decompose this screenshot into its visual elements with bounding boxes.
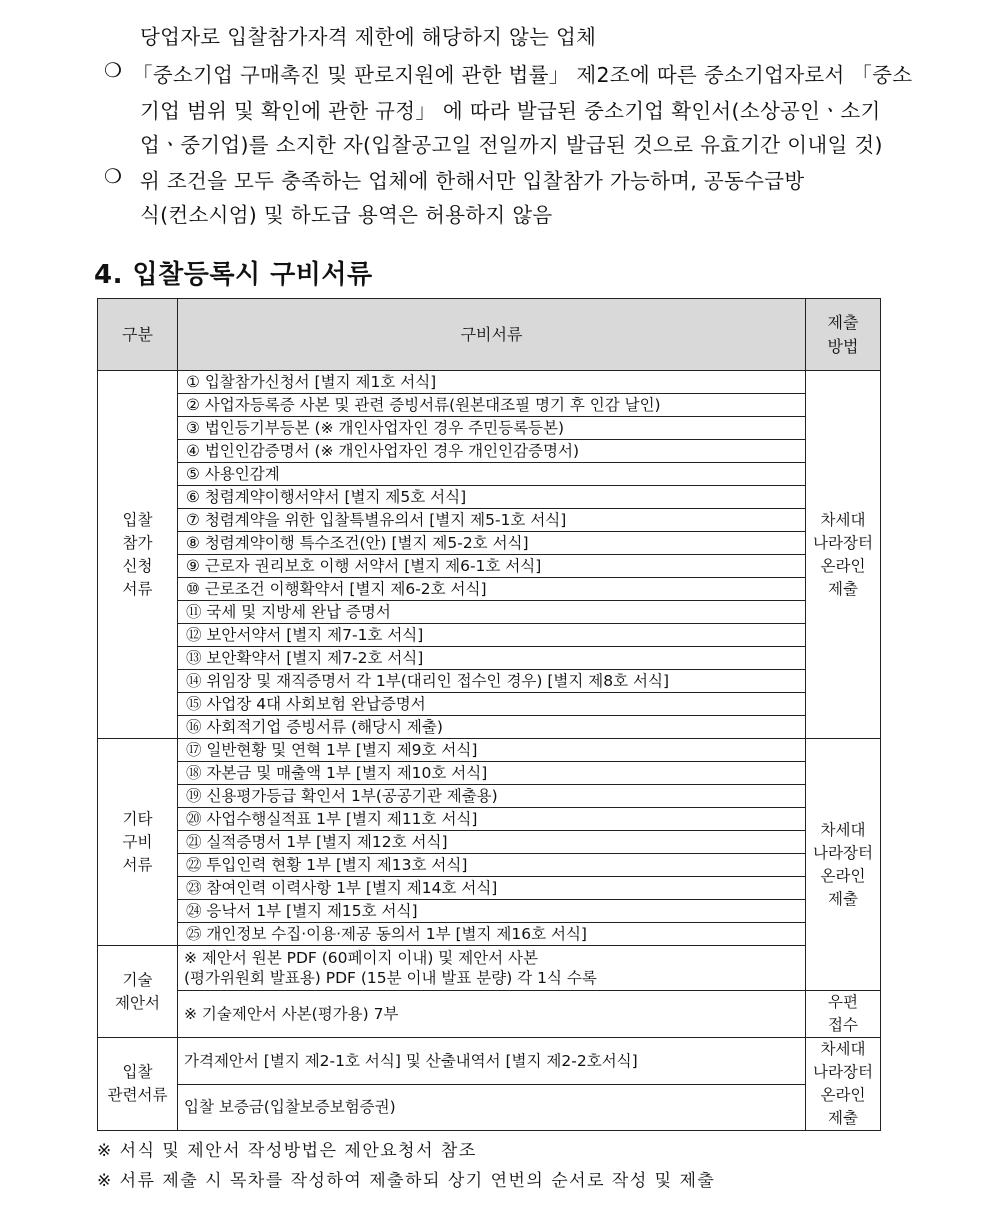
table-row (98, 831, 881, 854)
bullet-icon: ❍ (104, 58, 122, 82)
bullet1-line2: 기업 범위 및 확인에 관한 규정」 에 따라 발급된 중소기업 확인서(소상공인ㆍ소기 (140, 99, 881, 123)
bullet1-line1: 「중소기업 구매촉진 및 판로지원에 관한 법률」 제2조에 따른 중소기업자로서 「중소 (132, 63, 913, 87)
table-row (98, 739, 881, 762)
header-method: 제출 방법 (806, 299, 881, 371)
table-row (98, 463, 881, 486)
document-item: ㉑ 실적증명서 1부 [별지 제12호 서식] (178, 831, 806, 854)
document-item: ⑲ 신용평가등급 확인서 1부(공공기관 제출용) (178, 785, 806, 808)
table-row (98, 1038, 881, 1085)
table-row (98, 647, 881, 670)
document-item: ⑧ 청렴계약이행 특수조건(안) [별지 제5-2호 서식] (178, 532, 806, 555)
document-item: ① 입찰참가신청서 [별지 제1호 서식] (178, 371, 806, 394)
bullet2-line1: 위 조건을 모두 충족하는 업체에 한해서만 입찰참가 가능하며, 공동수급방 (140, 169, 805, 193)
document-item: ③ 법인등기부등본 (※ 개인사업자인 경우 주민등록등본) (178, 417, 806, 440)
document-item: ⑬ 보안확약서 [별지 제7-2호 서식] (178, 647, 806, 670)
document-item: 가격제안서 [별지 제2-1호 서식] 및 산출내역서 [별지 제2-2호서식] (178, 1038, 806, 1085)
table-row (98, 808, 881, 831)
method-cell: 차세대 나라장터 온라인 제출 (806, 371, 881, 739)
bullet2-line2: 식(컨소시엄) 및 하도급 용역은 허용하지 않음 (140, 203, 553, 227)
table-row (98, 785, 881, 808)
bullet-icon: ❍ (104, 164, 122, 188)
category-cell: 기타 구비 서류 (98, 739, 178, 946)
documents-table (97, 298, 881, 1131)
table-row (98, 1084, 881, 1131)
table-row (98, 923, 881, 946)
table-row (98, 693, 881, 716)
table-row (98, 509, 881, 532)
document-item: ⑳ 사업수행실적표 1부 [별지 제11호 서식] (178, 808, 806, 831)
table-row (98, 762, 881, 785)
table-row (98, 555, 881, 578)
table-row (98, 417, 881, 440)
method-cell: 우편 접수 (806, 991, 881, 1038)
table-row (98, 991, 881, 1038)
document-item: ※ 제안서 원본 PDF (60페이지 이내) 및 제안서 사본 (평가위원회 발표용) PDF (15분 이내 발표 분량) 각 1식 수록 (178, 946, 806, 991)
footnote: ※ 서식 및 제안서 작성방법은 제안요청서 참조 (97, 1141, 477, 1161)
bullet1-line3: 업ㆍ중기업)를 소지한 자(입찰공고일 전일까지 발급된 것으로 유효기간 이내일 것) (140, 133, 883, 157)
header-category: 구분 (98, 299, 178, 371)
table-row (98, 670, 881, 693)
document-item: ※ 기술제안서 사본(평가용) 7부 (178, 991, 806, 1038)
table-row (98, 486, 881, 509)
document-item: 입찰 보증금(입찰보증보험증권) (178, 1084, 806, 1131)
document-item: ㉕ 개인정보 수집·이용·제공 동의서 1부 [별지 제16호 서식] (178, 923, 806, 946)
document-item: ⑤ 사용인감계 (178, 463, 806, 486)
document-item: ⑮ 사업장 4대 사회보험 완납증명서 (178, 693, 806, 716)
document-item: ⑰ 일반현황 및 연혁 1부 [별지 제9호 서식] (178, 739, 806, 762)
table-row (98, 532, 881, 555)
document-item: ⑫ 보안서약서 [별지 제7-1호 서식] (178, 624, 806, 647)
document-item: ⑦ 청렴계약을 위한 입찰특별유의서 [별지 제5-1호 서식] (178, 509, 806, 532)
table-header-row (98, 299, 881, 371)
category-cell: 기술 제안서 (98, 946, 178, 1038)
table-row (98, 716, 881, 739)
category-cell: 입찰 관련서류 (98, 1038, 178, 1131)
table-row (98, 578, 881, 601)
document-item: ㉓ 참여인력 이력사항 1부 [별지 제14호 서식] (178, 877, 806, 900)
footnote: ※ 서류 제출 시 목차를 작성하여 제출하되 상기 연번의 순서로 작성 및 제출 (97, 1171, 716, 1191)
table-row (98, 624, 881, 647)
table-row (98, 946, 881, 991)
document-item: ④ 법인인감증명서 (※ 개인사업자인 경우 개인인감증명서) (178, 440, 806, 463)
document-item: ㉔ 응낙서 1부 [별지 제15호 서식] (178, 900, 806, 923)
table-row (98, 877, 881, 900)
document-item: ⑥ 청렴계약이행서약서 [별지 제5호 서식] (178, 486, 806, 509)
table-row (98, 394, 881, 417)
table-row (98, 900, 881, 923)
table-row (98, 601, 881, 624)
document-item: ⑭ 위임장 및 재직증명서 각 1부(대리인 접수인 경우) [별지 제8호 서식] (178, 670, 806, 693)
category-cell: 입찰 참가 신청 서류 (98, 371, 178, 739)
table-row (98, 371, 881, 394)
document-item: ⑯ 사회적기업 증빙서류 (해당시 제출) (178, 716, 806, 739)
section-title: 4. 입찰등록시 구비서류 (94, 260, 373, 290)
document-item: ㉒ 투입인력 현황 1부 [별지 제13호 서식] (178, 854, 806, 877)
intro-line: 당업자로 입찰참가자격 제한에 해당하지 않는 업체 (140, 25, 597, 49)
document-item: ② 사업자등록증 사본 및 관련 증빙서류(원본대조필 명기 후 인감 날인) (178, 394, 806, 417)
document-item: ⑪ 국세 및 지방세 완납 증명서 (178, 601, 806, 624)
document-item: ⑨ 근로자 권리보호 이행 서약서 [별지 제6-1호 서식] (178, 555, 806, 578)
method-cell: 차세대 나라장터 온라인 제출 (806, 1038, 881, 1131)
method-cell: 차세대 나라장터 온라인 제출 (806, 739, 881, 991)
table-row (98, 440, 881, 463)
document-item: ⑱ 자본금 및 매출액 1부 [별지 제10호 서식] (178, 762, 806, 785)
document-item: ⑩ 근로조건 이행확약서 [별지 제6-2호 서식] (178, 578, 806, 601)
table-row (98, 854, 881, 877)
header-documents: 구비서류 (178, 299, 806, 371)
